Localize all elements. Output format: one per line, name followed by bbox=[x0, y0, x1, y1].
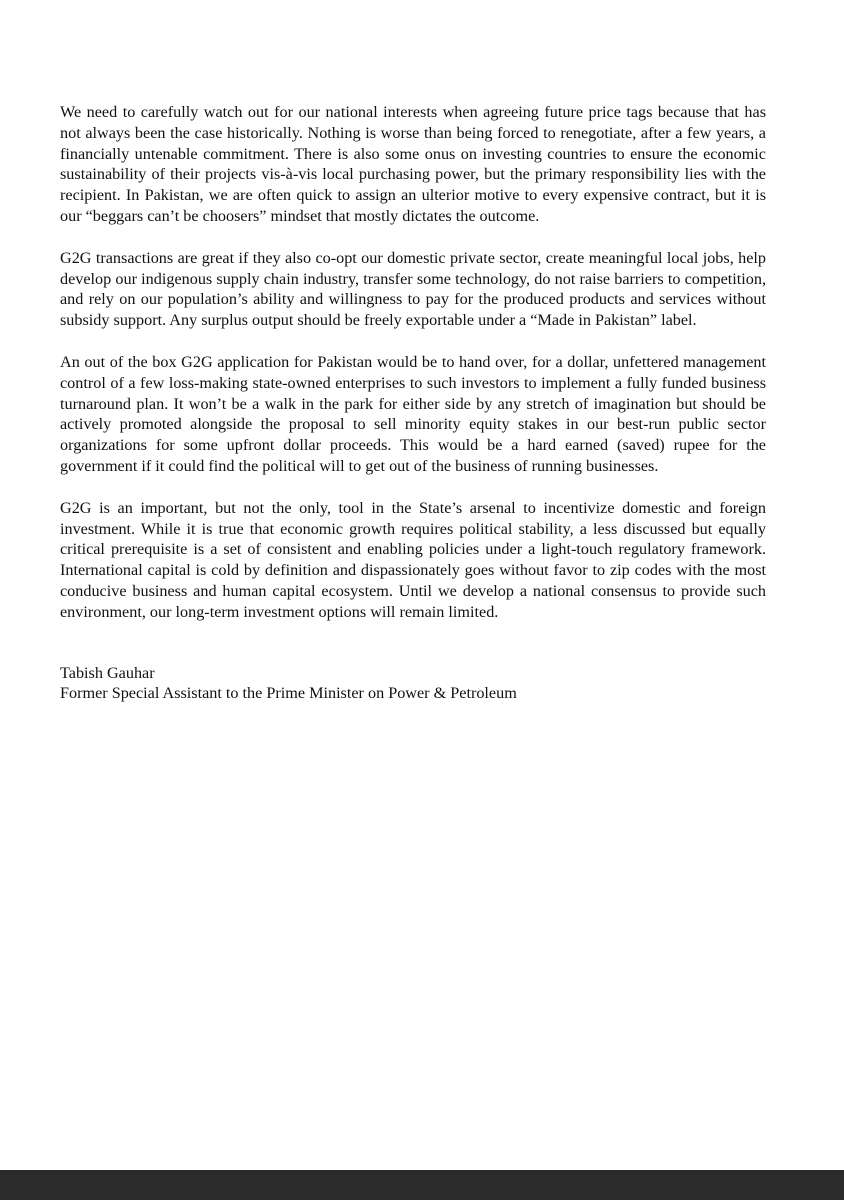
document-body bbox=[60, 102, 766, 704]
paragraph-3: An out of the box G2G application for Pakistan would be to hand over, for a dollar, unfettered management control of a few loss-making state-owned enterprises to such investors to implement a fully funded business turnaround plan. It won’t be a walk in the park for either side by any stretch of imagination but should be actively promoted alongside the proposal to sell minority equity stakes in our best-run public sector organizations for some upfront dollar proceeds. This would be a hard earned (saved) rupee for the government if it could find the political will to get out of the business of running businesses. bbox=[60, 352, 766, 475]
author-name: Tabish Gauhar bbox=[60, 663, 155, 682]
paragraph-4: G2G is an important, but not the only, tool in the State’s arsenal to incentivize domestic and foreign investment. While it is true that economic growth requires political stability, a less discussed but equally critical prerequisite is a set of consistent and enabling policies under a light-touch regulatory framework. International capital is cold by definition and dispassionately goes without favor to zip codes with the most conducive business and human capital ecosystem. Until we develop a national consensus to provide such environment, our long-term investment options will remain limited. bbox=[60, 498, 766, 621]
bottom-bar bbox=[0, 1170, 844, 1200]
author-title: Former Special Assistant to the Prime Minister on Power & Petroleum bbox=[60, 684, 517, 703]
paragraph-2: G2G transactions are great if they also co-opt our domestic private sector, create meaningful local jobs, help develop our indigenous supply chain industry, transfer some technology, do not raise barriers to competition, and rely on our population’s ability and willingness to pay for the produced products and services without subsidy support. Any surplus output should be freely exportable under a “Made in Pakistan” label. bbox=[60, 248, 766, 330]
signature-block bbox=[60, 663, 766, 705]
paragraph-1: We need to carefully watch out for our national interests when agreeing future price tags because that has not always been the case historically. Nothing is worse than being forced to renegotiate, after a few years, a financially untenable commitment. There is also some onus on investing countries to ensure the economic sustainability of their projects vis-à-vis local purchasing power, but the primary responsibility lies with the recipient. In Pakistan, we are often quick to assign an ulterior motive to every expensive contract, but it is our “beggars can’t be choosers” mindset that mostly dictates the outcome. bbox=[60, 103, 766, 225]
